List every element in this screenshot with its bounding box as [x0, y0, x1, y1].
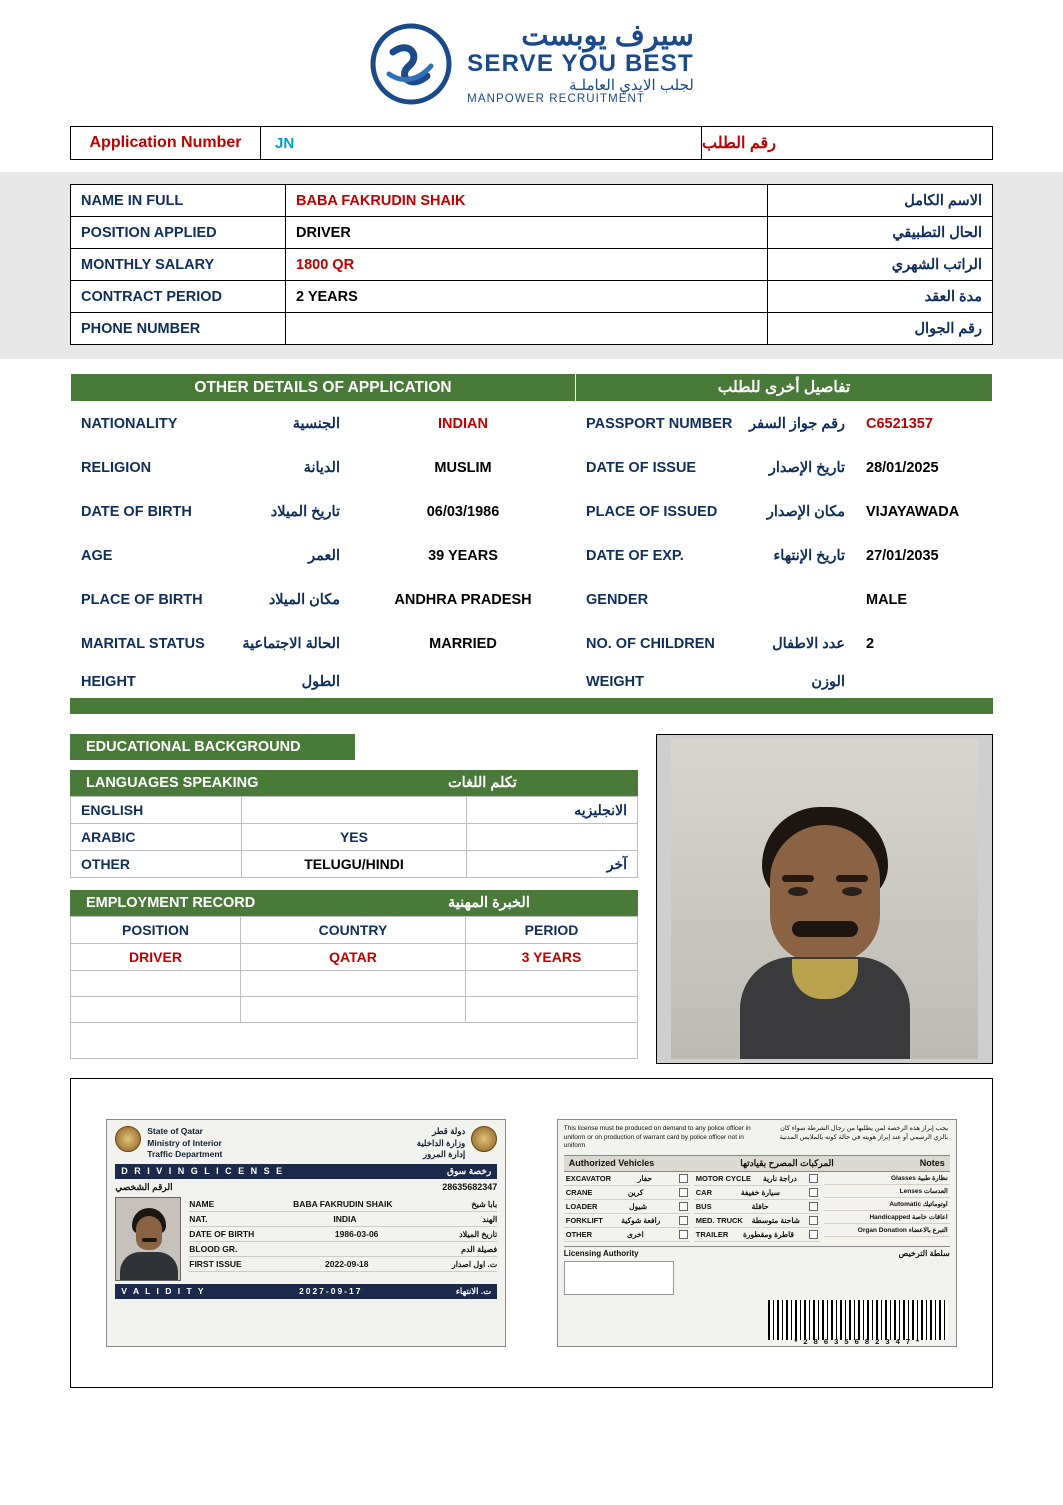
notes-header-en: Notes — [919, 1158, 945, 1169]
field-value[interactable]: BABA FAKRUDIN SHAIK — [286, 185, 768, 217]
barcode-image — [768, 1300, 948, 1340]
language-name-arabic: الانجليزيه — [467, 797, 638, 824]
field-label: HEIGHT — [81, 673, 136, 690]
column-header-position: POSITION — [71, 917, 241, 944]
license-nationality-row — [189, 1212, 497, 1227]
first-issue-value: 2022-09-18 — [325, 1259, 369, 1270]
company-header — [0, 0, 1063, 116]
validity-value: 2027-09-17 — [298, 1286, 363, 1297]
other-details-header-en: OTHER DETAILS OF APPLICATION — [71, 374, 576, 402]
vehicle-label-en: EXCAVATOR — [565, 1174, 612, 1184]
educational-background-header: EDUCATIONAL BACKGROUND — [70, 734, 355, 760]
vehicle-item — [564, 1214, 690, 1228]
field-label: NATIONALITY — [81, 415, 178, 432]
eye-right — [842, 887, 862, 896]
employment-position[interactable]: DRIVER — [71, 944, 241, 971]
table-row — [71, 490, 993, 534]
table-row — [71, 249, 993, 281]
language-name: OTHER — [71, 851, 242, 878]
field-value[interactable] — [856, 666, 993, 698]
vehicle-item — [694, 1186, 820, 1200]
field-label-arabic: الطول — [301, 673, 340, 690]
employment-position[interactable] — [71, 997, 241, 1023]
vehicle-label-en: MED. TRUCK — [695, 1216, 743, 1226]
lower-section — [70, 734, 993, 1064]
field-value[interactable]: 2 YEARS — [286, 281, 768, 313]
qatar-emblem-icon — [115, 1126, 141, 1152]
ministry-en: Ministry of Interior — [147, 1137, 222, 1148]
license-title-bar — [115, 1164, 497, 1179]
employment-header-ar: الخبرة المهنية — [448, 890, 638, 916]
license-number-value: 28635682347 — [442, 1182, 498, 1193]
language-name-arabic: آخر — [467, 851, 638, 878]
vehicles-grid — [564, 1172, 950, 1242]
field-label-arabic: الحالة الاجتماعية — [242, 635, 340, 652]
header-spacer — [325, 890, 448, 916]
blood-label-ar: فصيلة الدم — [461, 1244, 498, 1254]
photo-inner — [671, 739, 978, 1059]
note-item: نظارة طبية Glasses — [824, 1172, 950, 1185]
note-item: العدسات Lenses — [824, 1185, 950, 1198]
driving-license-back — [557, 1119, 957, 1347]
column-header-period: PERIOD — [466, 917, 638, 944]
state-en: State of Qatar — [147, 1126, 203, 1137]
documents-box — [70, 1078, 993, 1388]
authority-label-en: Licensing Authority — [563, 1249, 639, 1259]
checkbox[interactable] — [679, 1230, 688, 1239]
name-value: BABA FAKRUDIN SHAIK — [293, 1199, 393, 1210]
employment-position[interactable] — [71, 971, 241, 997]
dob-label: DATE OF BIRTH — [189, 1229, 255, 1240]
signature-box — [564, 1261, 674, 1295]
field-label: MARITAL STATUS — [81, 635, 205, 652]
table-row — [71, 666, 993, 698]
license-issuer-en — [147, 1126, 222, 1160]
head-shape — [136, 1216, 162, 1250]
field-value[interactable] — [286, 313, 768, 345]
name-label: NAME — [189, 1199, 215, 1210]
field-label: AGE — [81, 547, 113, 564]
validity-label: V A L I D I T Y — [121, 1286, 206, 1297]
license-photo — [115, 1197, 181, 1281]
vehicle-item — [564, 1200, 690, 1214]
vehicle-label-ar: شاحنة متوسطة — [751, 1216, 800, 1226]
moustache-shape — [792, 921, 858, 937]
languages-header-row — [70, 770, 638, 796]
employment-country[interactable] — [241, 997, 466, 1023]
field-label-arabic: مكان الإصدار — [766, 503, 845, 520]
languages-table — [70, 796, 638, 878]
language-value[interactable]: TELUGU/HINDI — [241, 851, 467, 878]
table-row — [71, 824, 638, 851]
employment-country[interactable]: QATAR — [241, 944, 466, 971]
language-value[interactable]: YES — [241, 824, 467, 851]
header-spacer — [325, 770, 448, 796]
vehicle-item — [694, 1200, 820, 1214]
nationality-value-ar: الهند — [482, 1214, 498, 1224]
vehicle-label-ar: رافعة شوكية — [621, 1216, 661, 1226]
table-header-row — [71, 374, 993, 402]
field-value[interactable]: MALE — [856, 578, 993, 622]
table-row — [71, 446, 993, 490]
first-issue-label: FIRST ISSUE — [189, 1259, 242, 1270]
logo-mark-icon — [369, 22, 453, 106]
qualifications-column — [70, 734, 638, 1064]
checkbox[interactable] — [679, 1174, 688, 1183]
field-label: PASSPORT NUMBER — [586, 415, 733, 432]
vehicle-label-ar: اخرى — [627, 1230, 644, 1240]
authority-label-ar: سلطة الترخيص — [898, 1249, 950, 1259]
vehicle-label-en: LOADER — [565, 1202, 598, 1212]
vehicle-label-ar: شيول — [629, 1202, 648, 1212]
vehicle-label-en: CRANE — [565, 1188, 593, 1198]
company-name-arabic: سيرف يوبست — [521, 20, 694, 52]
checkbox[interactable] — [809, 1230, 818, 1239]
other-details-section — [70, 373, 993, 714]
dob-label-ar: تاريخ الميلاد — [459, 1229, 498, 1239]
employment-period[interactable]: 3 YEARS — [466, 944, 638, 971]
license-number-label: الرقم الشخصي — [115, 1182, 173, 1193]
checkbox[interactable] — [809, 1174, 818, 1183]
field-label: PLACE OF BIRTH — [81, 591, 203, 608]
vehicle-label-ar: كرين — [627, 1188, 644, 1198]
barcode-number: * 2 8 6 3 5 6 8 2 3 4 7 * — [794, 1337, 922, 1347]
table-row — [71, 944, 638, 971]
table-row — [71, 402, 993, 446]
field-value[interactable]: 27/01/2035 — [856, 534, 993, 578]
license-body — [115, 1197, 497, 1281]
field-value[interactable]: VIJAYAWADA — [856, 490, 993, 534]
note-item: اعاقات خاصة Handicapped — [824, 1211, 950, 1224]
nationality-label: NAT. — [189, 1214, 208, 1225]
note-en: This license must be produced on demand to any police officer in uniform or on production of warrant card by police officer not in uniform — [563, 1125, 751, 1149]
field-label-arabic: العمر — [308, 547, 340, 564]
table-header-row — [71, 917, 638, 944]
license-validity-bar — [115, 1284, 497, 1299]
table-row — [71, 622, 993, 666]
field-value[interactable]: INDIAN — [351, 402, 576, 446]
table-row — [71, 534, 993, 578]
blood-label: BLOOD GR. — [189, 1244, 238, 1255]
eyebrow-right — [836, 875, 868, 882]
field-label-arabic: عدد الاطفال — [772, 635, 845, 652]
field-label: WEIGHT — [586, 673, 644, 690]
license-title-ar: رخصة سوق — [447, 1166, 492, 1177]
eye-left — [788, 887, 808, 896]
field-label: GENDER — [586, 591, 649, 608]
field-label-arabic: الديانة — [303, 459, 340, 476]
validity-label-ar: ت. الانتهاء — [455, 1286, 492, 1297]
languages-header-ar: تكلم اللغات — [448, 770, 638, 796]
checkbox[interactable] — [679, 1188, 688, 1197]
application-number-value[interactable]: JN — [261, 127, 702, 159]
other-details-table — [70, 373, 993, 698]
field-value[interactable]: MUSLIM — [351, 446, 576, 490]
dept-ar: إدارة المرور — [423, 1149, 466, 1159]
languages-header-en: LANGUAGES SPEAKING — [70, 770, 325, 796]
field-value[interactable]: ANDHRA PRADESH — [351, 578, 576, 622]
nationality-value: INDIA — [333, 1214, 357, 1225]
vehicles-column-left — [564, 1172, 690, 1242]
field-value[interactable] — [351, 666, 576, 698]
moustache-shape — [142, 1238, 157, 1242]
field-label: POSITION APPLIED — [71, 217, 286, 249]
vehicle-label-ar: دراجة نارية — [762, 1174, 797, 1184]
field-label: NO. OF CHILDREN — [586, 635, 715, 652]
table-row — [71, 281, 993, 313]
field-label: RELIGION — [81, 459, 152, 476]
checkbox[interactable] — [809, 1216, 818, 1225]
license-first-issue-row — [189, 1257, 497, 1272]
torso-shape — [120, 1252, 178, 1281]
employment-blank-row — [71, 1023, 638, 1059]
field-value[interactable]: 1800 QR — [286, 249, 768, 281]
license-blood-row — [189, 1242, 497, 1257]
field-label-arabic: الحال التطبيقي — [768, 217, 993, 249]
note-item: التبرع بالاعضاء Organ Donation — [824, 1224, 950, 1237]
field-label: DATE OF ISSUE — [586, 459, 697, 476]
vehicle-label-ar: حفار — [637, 1174, 653, 1184]
field-label-arabic: تاريخ الإنتهاء — [773, 547, 845, 564]
vehicle-item — [694, 1228, 820, 1242]
vehicles-column-right — [694, 1172, 820, 1242]
main-info-band — [0, 172, 1063, 359]
portrait-illustration — [740, 789, 910, 1059]
vehicle-item — [564, 1228, 690, 1242]
vehicles-header-en: Authorized Vehicles — [568, 1158, 655, 1169]
name-value-ar: بابا شيخ — [471, 1199, 498, 1209]
eyebrow-left — [782, 875, 814, 882]
vehicle-label-en: CAR — [695, 1188, 712, 1198]
traffic-dept-emblem-icon — [471, 1126, 497, 1152]
dob-value: 1986-03-06 — [334, 1229, 379, 1240]
field-value[interactable]: 06/03/1986 — [351, 490, 576, 534]
checkbox[interactable] — [679, 1202, 688, 1211]
employment-period[interactable] — [466, 997, 638, 1023]
vehicle-label-en: OTHER — [565, 1230, 592, 1240]
note-ar: يجب إبراز هذه الرخصة لمن يطلبها من رجال الشرطة سواء كان بالزي الرسمي أو عند إبراز هويته في حالة كونه بالملابس المدنية — [779, 1125, 949, 1141]
dept-en: Traffic Department — [147, 1149, 223, 1159]
field-value[interactable]: 2 — [856, 622, 993, 666]
table-row — [71, 851, 638, 878]
authorized-vehicles-header — [564, 1155, 950, 1172]
field-label: DATE OF EXP. — [586, 547, 684, 564]
notes-column — [824, 1172, 950, 1242]
application-number-label-arabic: رقم الطلب — [702, 135, 776, 153]
language-name: ENGLISH — [71, 797, 242, 824]
field-label-arabic: الجنسية — [292, 415, 340, 432]
table-row — [71, 971, 638, 997]
company-tagline-english: MANPOWER RECRUITMENT — [467, 93, 646, 106]
table-row — [71, 185, 993, 217]
vehicle-item — [564, 1186, 690, 1200]
language-value[interactable] — [241, 797, 467, 824]
vehicles-header-ar: المركبات المصرح بقيادتها — [740, 1158, 834, 1169]
ministry-ar: وزارة الداخلية — [416, 1137, 466, 1148]
company-tagline-arabic: لجلب الايدي العاملـة — [569, 77, 694, 95]
field-label: NAME IN FULL — [71, 185, 286, 217]
field-label-arabic: مدة العقد — [768, 281, 993, 313]
employment-period[interactable] — [466, 971, 638, 997]
vehicle-label-en: TRAILER — [695, 1230, 729, 1240]
employment-header-en: EMPLOYMENT RECORD — [70, 890, 325, 916]
field-label-arabic: تاريخ الإصدار — [768, 459, 845, 476]
field-label-arabic: رقم الجوال — [768, 313, 993, 345]
license-back-note — [564, 1125, 950, 1150]
table-row — [71, 578, 993, 622]
license-top — [107, 1120, 505, 1160]
vehicle-item — [564, 1172, 690, 1186]
field-value[interactable]: 39 YEARS — [351, 534, 576, 578]
green-divider — [70, 698, 993, 714]
field-label: CONTRACT PERIOD — [71, 281, 286, 313]
field-label-arabic: الاسم الكامل — [768, 185, 993, 217]
state-ar: دولة قطر — [432, 1126, 466, 1137]
field-label: PLACE OF ISSUED — [586, 503, 718, 520]
application-number-row — [70, 126, 993, 160]
column-header-country: COUNTRY — [241, 917, 466, 944]
license-title-en: D R I V I N G L I C E N S E — [121, 1166, 285, 1177]
vehicle-label-en: MOTOR CYCLE — [695, 1174, 752, 1184]
license-number-row — [115, 1182, 497, 1193]
vehicle-label-ar: حافلة — [751, 1202, 769, 1212]
vehicle-label-ar: قاطرة ومقطورة — [742, 1230, 794, 1240]
field-label: MONTHLY SALARY — [71, 249, 286, 281]
vehicle-label-en: BUS — [695, 1202, 712, 1212]
employment-country[interactable] — [241, 971, 466, 997]
employment-table — [70, 916, 638, 1059]
checkbox[interactable] — [679, 1216, 688, 1225]
note-item: اوتوماتيك Automatic — [824, 1198, 950, 1211]
main-info-table — [70, 184, 993, 345]
field-value[interactable]: MARRIED — [351, 622, 576, 666]
table-row — [71, 1023, 638, 1059]
table-row — [71, 797, 638, 824]
language-name: ARABIC — [71, 824, 242, 851]
field-label-arabic: الراتب الشهري — [768, 249, 993, 281]
company-logo — [369, 22, 694, 106]
table-row — [71, 313, 993, 345]
driving-license-front — [106, 1119, 506, 1347]
head-shape — [770, 825, 880, 963]
licensing-authority-row — [564, 1246, 950, 1258]
vehicle-item — [694, 1172, 820, 1186]
field-label-arabic: تاريخ الميلاد — [270, 503, 340, 520]
company-name-english: SERVE YOU BEST — [467, 49, 694, 77]
field-label-arabic: رقم جواز السفر — [749, 415, 845, 432]
license-issuer-ar — [417, 1126, 465, 1160]
table-row — [71, 217, 993, 249]
checkbox[interactable] — [809, 1188, 818, 1197]
vehicle-label-en: FORKLIFT — [565, 1216, 603, 1226]
language-name-arabic — [467, 824, 638, 851]
field-value[interactable]: DRIVER — [286, 217, 768, 249]
field-value[interactable]: 28/01/2025 — [856, 446, 993, 490]
license-dob-row — [189, 1227, 497, 1242]
field-label-arabic: مكان الميلاد — [268, 591, 340, 608]
field-label: DATE OF BIRTH — [81, 503, 192, 520]
first-issue-label-ar: ت. اول اصدار — [451, 1259, 498, 1269]
field-value[interactable]: C6521357 — [856, 402, 993, 446]
field-label: PHONE NUMBER — [71, 313, 286, 345]
vehicle-item — [694, 1214, 820, 1228]
table-row — [71, 997, 638, 1023]
license-fields — [189, 1197, 497, 1281]
applicant-photo — [656, 734, 993, 1064]
employment-header-row — [70, 890, 638, 916]
license-name-row — [189, 1197, 497, 1212]
other-details-header-ar: تفاصيل أخرى للطلب — [576, 374, 993, 402]
vehicle-label-ar: سيارة خفيفة — [740, 1188, 780, 1198]
application-number-label: Application Number — [71, 127, 261, 159]
checkbox[interactable] — [809, 1202, 818, 1211]
field-label-arabic: الوزن — [811, 673, 845, 690]
